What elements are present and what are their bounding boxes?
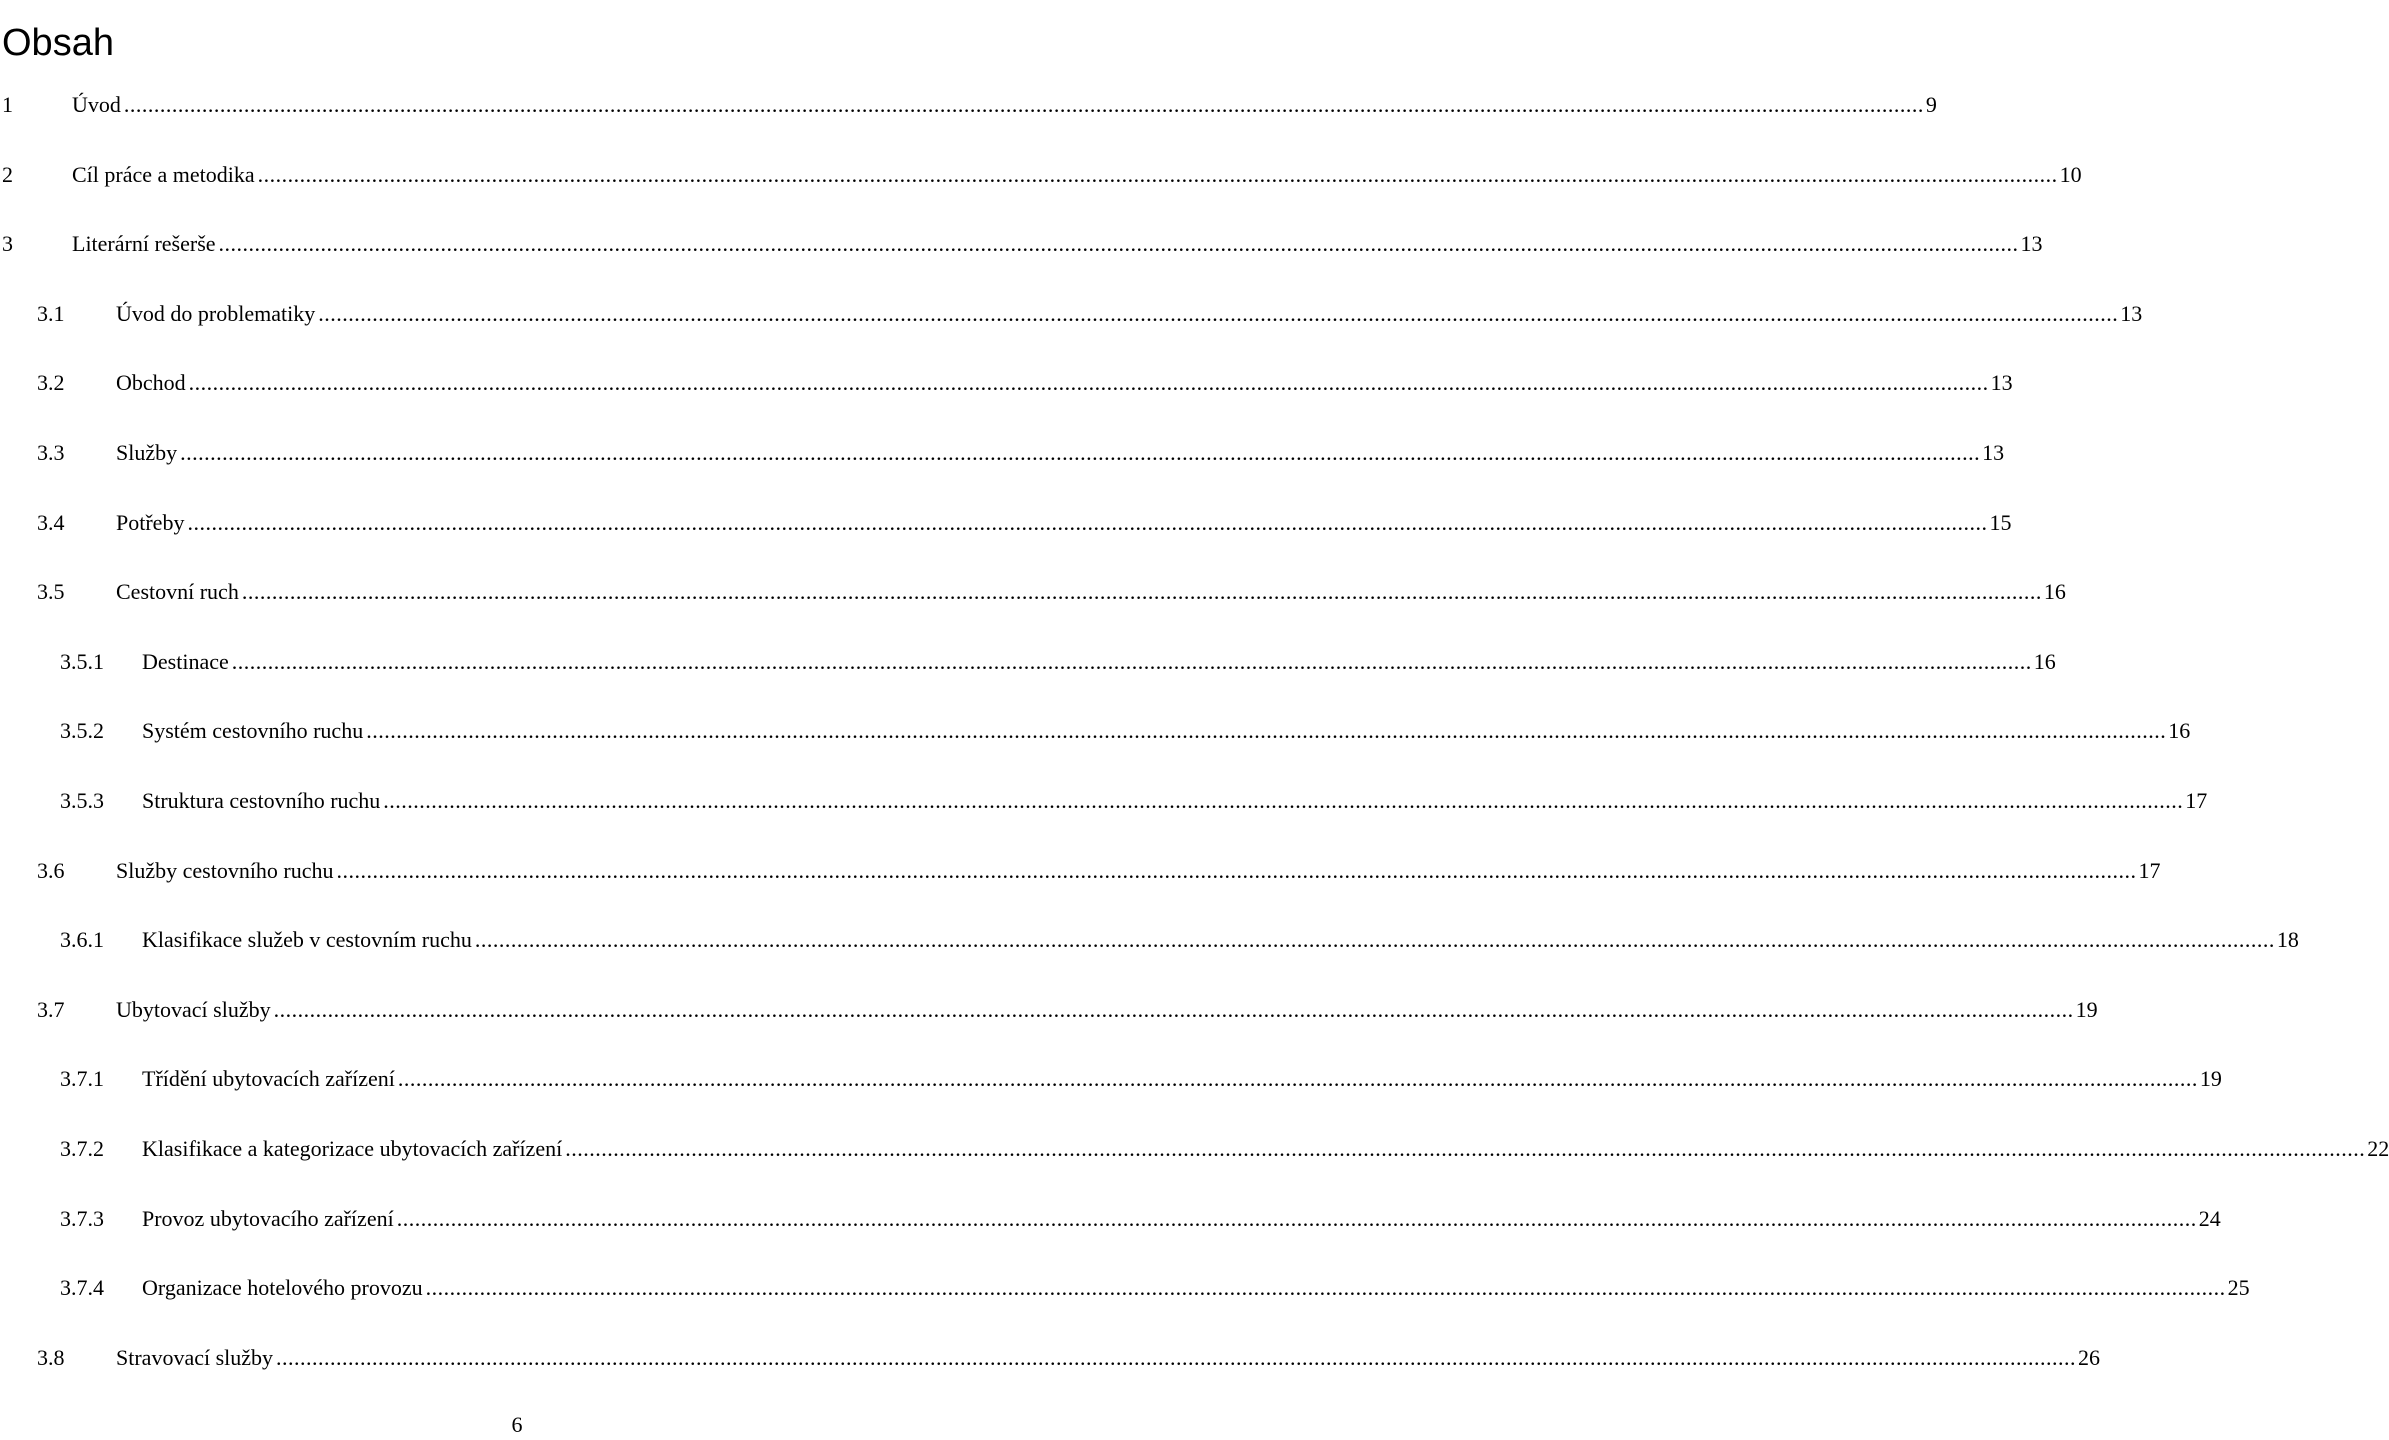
toc-entry-title: Úvod do problematiky	[116, 301, 316, 326]
toc-entry-title: Stravovací služby	[116, 1345, 274, 1370]
toc-entry[interactable]	[60, 1064, 2222, 1094]
toc-entry-page: 16	[2033, 649, 2056, 674]
toc-entry-number: 3.7.2	[60, 1136, 104, 1161]
toc-entry-title: Organizace hotelového provozu	[142, 1275, 423, 1300]
toc-entry-title: Destinace	[142, 649, 229, 674]
toc-entry-page: 17	[2138, 858, 2161, 883]
toc-leader-dots: ............................................................................................................................................................................................................................................................................................................	[123, 92, 1924, 117]
toc-entry-number: 3.2	[37, 370, 65, 395]
toc-entry-number: 3.7.1	[60, 1066, 104, 1091]
toc-leader-dots: ............................................................................................................................................................................................................................................................................................................	[218, 231, 2019, 256]
toc-entry-number: 1	[2, 92, 13, 117]
toc-leader-dots: ............................................................................................................................................................................................................................................................................................................	[396, 1206, 2197, 1231]
toc-entry-number: 3.4	[37, 510, 65, 535]
toc-entry-page: 24	[2198, 1206, 2221, 1231]
toc-entry[interactable]	[37, 577, 2066, 607]
toc-entry[interactable]	[2, 90, 1937, 120]
toc-leader-dots: ............................................................................................................................................................................................................................................................................................................	[336, 858, 2137, 883]
toc-entry-page: 16	[2168, 718, 2191, 743]
toc-entry-number: 3.3	[37, 440, 65, 465]
toc-entry-page: 26	[2078, 1345, 2101, 1370]
toc-leader-dots: ............................................................................................................................................................................................................................................................................................................	[180, 440, 1981, 465]
toc-entry-page: 9	[1925, 92, 1937, 117]
toc-leader-dots: ............................................................................................................................................................................................................................................................................................................	[276, 1345, 2077, 1370]
toc-entry-page: 25	[2227, 1275, 2250, 1300]
toc-entry-page: 19	[2075, 997, 2098, 1022]
toc-entry[interactable]	[37, 1343, 2101, 1373]
toc-entry-title: Cestovní ruch	[116, 579, 239, 604]
toc-entry[interactable]	[37, 508, 2012, 538]
toc-entry-page: 16	[2043, 579, 2066, 604]
toc-entry-title: Provoz ubytovacího zařízení	[142, 1206, 394, 1231]
toc-entry[interactable]	[60, 925, 2299, 955]
toc-leader-dots: ............................................................................................................................................................................................................................................................................................................	[383, 788, 2184, 813]
page-title: Obsah	[2, 22, 114, 65]
toc-entry[interactable]	[60, 1134, 2389, 1164]
toc-entry-number: 2	[2, 162, 13, 187]
toc-entry-page: 10	[2059, 162, 2082, 187]
toc-entry-number: 3.5.1	[60, 649, 104, 674]
toc-entry-number: 3	[2, 231, 13, 256]
toc-entry-title: Obchod	[116, 370, 186, 395]
toc-leader-dots: ............................................................................................................................................................................................................................................................................................................	[397, 1066, 2198, 1091]
toc-entry[interactable]	[37, 368, 2013, 398]
toc-entry-title: Služby	[116, 440, 178, 465]
toc-leader-dots: ............................................................................................................................................................................................................................................................................................................	[187, 510, 1988, 535]
toc-entry-title: Klasifikace a kategorizace ubytovacích zařízení	[142, 1136, 563, 1161]
toc-leader-dots: ............................................................................................................................................................................................................................................................................................................	[425, 1275, 2226, 1300]
toc-entry-number: 3.5.3	[60, 788, 104, 813]
toc-entry-number: 3.7.3	[60, 1206, 104, 1231]
toc-entry-number: 3.1	[37, 301, 65, 326]
toc-entry[interactable]	[37, 299, 2143, 329]
toc-leader-dots: ............................................................................................................................................................................................................................................................................................................	[273, 997, 2074, 1022]
toc-entry-page: 18	[2276, 927, 2299, 952]
toc-entry-title: Ubytovací služby	[116, 997, 271, 1022]
toc-entry-page: 13	[2020, 231, 2043, 256]
toc-entry-number: 3.7	[37, 997, 65, 1022]
toc-entry-page: 13	[2120, 301, 2143, 326]
toc-entry-title: Klasifikace služeb v cestovním ruchu	[142, 927, 472, 952]
toc-leader-dots: ............................................................................................................................................................................................................................................................................................................	[474, 927, 2275, 952]
toc-leader-dots: ............................................................................................................................................................................................................................................................................................................	[366, 718, 2167, 743]
toc-leader-dots: ............................................................................................................................................................................................................................................................................................................	[565, 1136, 2366, 1161]
toc-entry-number: 3.5	[37, 579, 65, 604]
toc-entry-title: Cíl práce a metodika	[72, 162, 255, 187]
toc-entry-page: 17	[2185, 788, 2208, 813]
toc-entry[interactable]	[60, 647, 2056, 677]
toc-entry[interactable]	[2, 229, 2043, 259]
toc-entry-title: Služby cestovního ruchu	[116, 858, 334, 883]
toc-entry-page: 19	[2199, 1066, 2222, 1091]
toc-leader-dots: ............................................................................................................................................................................................................................................................................................................	[188, 370, 1989, 395]
toc-entry-title: Literární rešerše	[72, 231, 216, 256]
toc-leader-dots: ............................................................................................................................................................................................................................................................................................................	[318, 301, 2119, 326]
toc-leader-dots: ............................................................................................................................................................................................................................................................................................................	[231, 649, 2032, 674]
page-number: 6	[511, 1412, 523, 1437]
toc-entry-page: 13	[1990, 370, 2013, 395]
toc-entry-title: Systém cestovního ruchu	[142, 718, 364, 743]
toc-entry-number: 3.6	[37, 858, 65, 883]
toc-entry-number: 3.5.2	[60, 718, 104, 743]
toc-entry-title: Struktura cestovního ruchu	[142, 788, 381, 813]
toc-entry-page: 22	[2367, 1136, 2389, 1161]
toc-entry[interactable]	[60, 786, 2208, 816]
toc-entry-number: 3.7.4	[60, 1275, 104, 1300]
toc-entry-number: 3.8	[37, 1345, 65, 1370]
toc-leader-dots: ............................................................................................................................................................................................................................................................................................................	[257, 162, 2058, 187]
toc-entry-title: Třídění ubytovacích zařízení	[142, 1066, 395, 1091]
toc-entry-page: 15	[1989, 510, 2012, 535]
toc-entry[interactable]	[37, 995, 2098, 1025]
toc-entry[interactable]	[60, 716, 2191, 746]
toc-entry[interactable]	[60, 1273, 2250, 1303]
toc-entry[interactable]	[2, 160, 2082, 190]
toc-entry[interactable]	[37, 856, 2161, 886]
toc-entry-title: Úvod	[72, 92, 121, 117]
toc-entry[interactable]	[37, 438, 2005, 468]
toc-entry-page: 13	[1982, 440, 2005, 465]
toc-entry[interactable]	[60, 1204, 2221, 1234]
toc-leader-dots: ............................................................................................................................................................................................................................................................................................................	[241, 579, 2042, 604]
toc-entry-number: 3.6.1	[60, 927, 104, 952]
toc-entry-title: Potřeby	[116, 510, 185, 535]
